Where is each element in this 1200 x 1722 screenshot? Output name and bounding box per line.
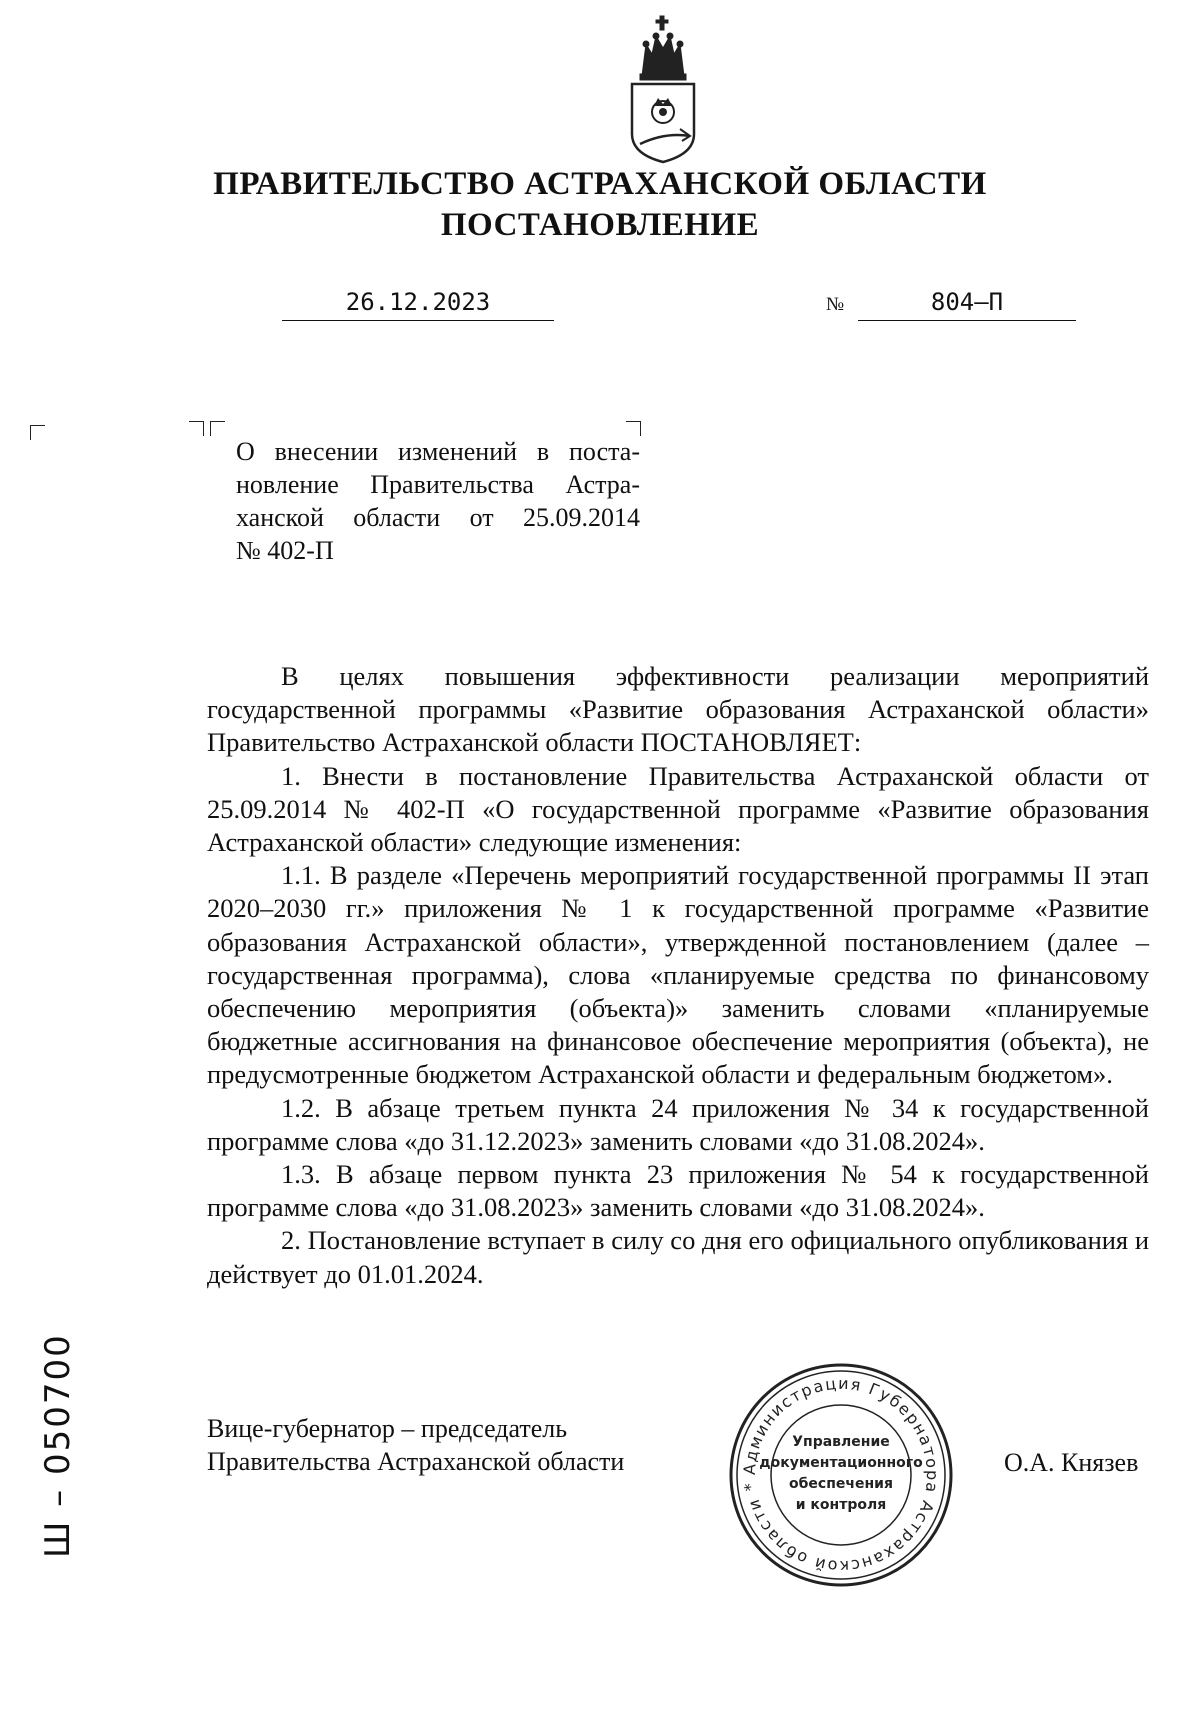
signatory-name: О.А. Князев [1004, 1448, 1139, 1477]
body-paragraph: 1. Внести в постановление Правительства Астраханской области от 25.09.2014 № 402-П «О государственной программе «Развитие образования Астраханской области» следующие изменения: [207, 760, 1149, 858]
subject-line: № 402-П [236, 536, 334, 565]
stamp-center-line: обеспечения [789, 1476, 893, 1492]
subject-corner-mark [626, 421, 641, 436]
body-paragraph: 1.2. В абзаце третьем пункта 24 приложения № 34 к государственной программе слова «до 31.12.2023» заменить словами «до 31.08.2024». [207, 1092, 1149, 1156]
body-paragraph: 2. Постановление вступает в силу со дня его официального опубликования и действует до 01.01.2024. [207, 1225, 1149, 1289]
signatory-position-line: Вице-губернатор – председатель [207, 1414, 568, 1443]
coat-of-arms-logo [620, 14, 706, 164]
doc-type-title: ПОСТАНОВЛЕНИЕ [440, 207, 760, 243]
signatory-position-line: Правительства Астраханской области [207, 1447, 625, 1476]
subject-line: О внесении изменений в поста- [236, 437, 640, 466]
document-body [207, 660, 1149, 1291]
stamp-ring-text: Администрация Губернатора Астраханской области * [739, 1373, 943, 1577]
subject-corner-mark [189, 421, 204, 436]
stamp-center-line: Управление [792, 1434, 890, 1450]
official-stamp [728, 1362, 954, 1588]
body-paragraph: 1.3. В абзаце первом пункта 23 приложения № 54 к государственной программе слова «до 31.08.2023» заменить словами «до 31.08.2024». [207, 1159, 1149, 1223]
number-sign: № [826, 294, 845, 315]
stamp-center-line: и контроля [795, 1497, 887, 1513]
subject-block [236, 435, 640, 567]
subject-line: новление Правительства Астра- [236, 470, 640, 499]
signatory-position [207, 1412, 624, 1478]
body-paragraph: В целях повышения эффективности реализации мероприятий государственной программы «Развитие образования Астраханской области» Правительство Астраханской области ПОСТАНОВЛЯЕТ: [207, 661, 1149, 758]
body-paragraph: 1.1. В разделе «Перечень мероприятий государственной программы II этап 2020–2030 гг.» приложения № 1 к государственной программе «Развитие образования Астраханской области», утвержденной постановлением (далее – государственная программа), слова «планируемые средства по финансовому обеспечению мероприятия (объекта)» заменить словами «планируемые бюджетные ассигнования на финансовое обеспечение мероприятия (объекта), не предусмотренные бюджетом Астраханской области и федеральным бюджетом». [207, 860, 1149, 1090]
document-date: 26.12.2023 [282, 288, 554, 321]
subject-corner-mark [210, 421, 225, 436]
org-title: ПРАВИТЕЛЬСТВО АСТРАХАНСКОЙ ОБЛАСТИ [213, 166, 987, 202]
side-serial-code: Ш – 050700 [38, 1333, 78, 1558]
margin-corner-mark [30, 425, 45, 440]
subject-line: ханской области от 25.09.2014 [236, 503, 640, 532]
document-number: 804–П [858, 288, 1076, 321]
stamp-center-line: документационного [759, 1455, 923, 1471]
